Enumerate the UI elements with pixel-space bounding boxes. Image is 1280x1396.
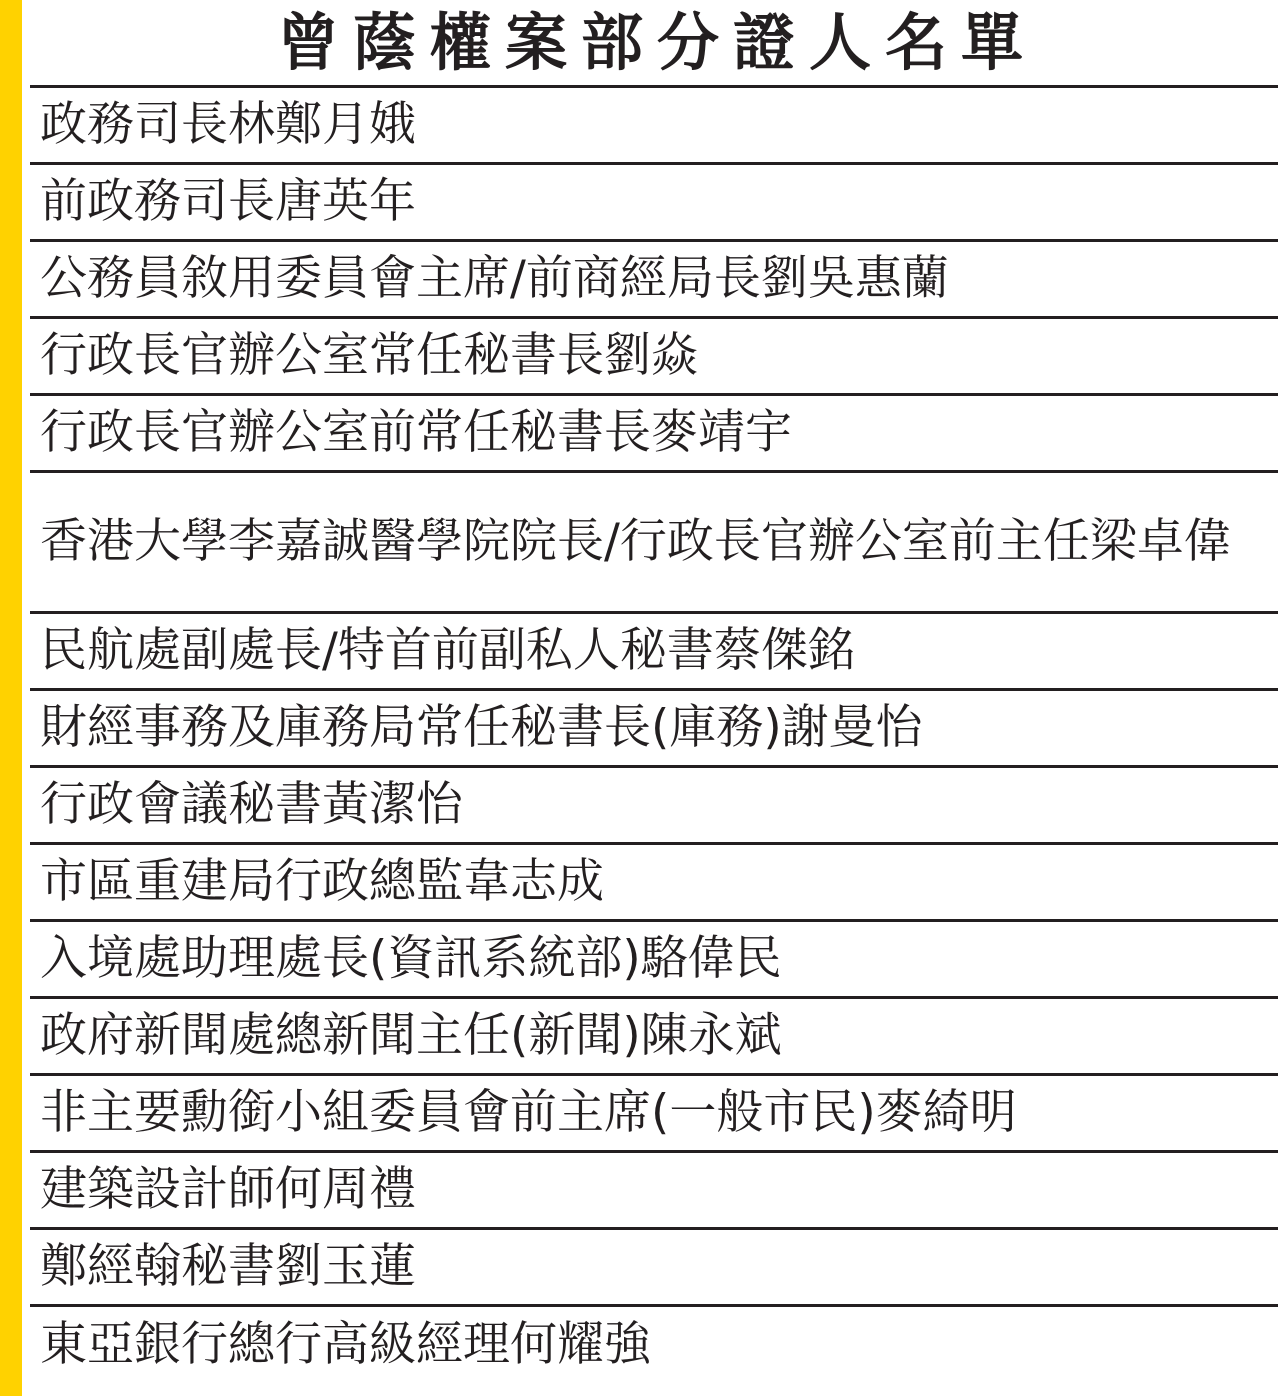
witness-row: 前政務司長唐英年 bbox=[30, 165, 1278, 242]
witness-row: 財經事務及庫務局常任秘書長(庫務)謝曼怡 bbox=[30, 691, 1278, 768]
witness-row: 民航處副處長/特首前副私人秘書蔡傑銘 bbox=[30, 614, 1278, 691]
witness-row: 非主要勳銜小組委員會前主席(一般市民)麥綺明 bbox=[30, 1076, 1278, 1153]
witness-row: 建築設計師何周禮 bbox=[30, 1153, 1278, 1230]
witness-row: 東亞銀行總行高級經理何耀強 bbox=[40, 1317, 651, 1373]
witness-row: 入境處助理處長(資訊系統部)駱偉民 bbox=[30, 922, 1278, 999]
witness-row: 政府新聞處總新聞主任(新聞)陳永斌 bbox=[30, 999, 1278, 1076]
witness-row: 行政會議秘書黃潔怡 bbox=[30, 768, 1278, 845]
witness-row: 香港大學李嘉誠醫學院院長/行政長官辦公室前主任梁卓偉 bbox=[30, 473, 1278, 614]
accent-bar bbox=[0, 0, 22, 1396]
witness-row: 政務司長林鄭月娥 bbox=[30, 88, 1278, 165]
list-title: 曾蔭權案部分證人名單 bbox=[30, 0, 1278, 88]
witness-list-panel bbox=[30, 0, 1278, 1396]
witness-row: 鄭經翰秘書劉玉蓮 bbox=[30, 1230, 1278, 1307]
witness-row: 行政長官辦公室常任秘書長劉焱 bbox=[30, 319, 1278, 396]
witness-row: 公務員敘用委員會主席/前商經局長劉吳惠蘭 bbox=[30, 242, 1278, 319]
witness-row: 市區重建局行政總監韋志成 bbox=[30, 845, 1278, 922]
witness-row: 行政長官辦公室前常任秘書長麥靖宇 bbox=[30, 396, 1278, 473]
